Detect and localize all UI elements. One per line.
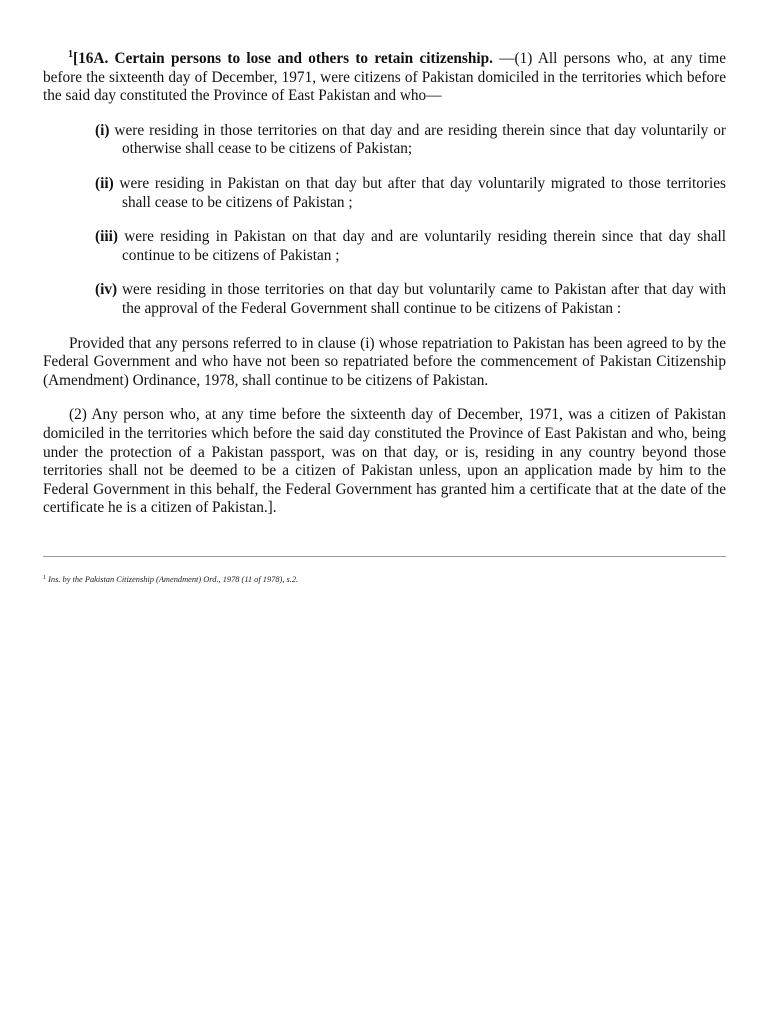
clause-item [43, 281, 726, 318]
clause-text: were residing in Pakistan on that day but after that day voluntarily migrated to those territories shall cease to be citizens of Pakistan ; [113, 174, 726, 211]
clause-list [43, 122, 726, 319]
subsection-2-paragraph: (2) Any person who, at any time before the sixteenth day of December, 1971, was a citizen of Pakistan domiciled in the territories which before the said day constituted the Province of East Pakistan and who, being under the protection of a Pakistan passport, was on that day, or is, residing in any country beyond those territories shall not be deemed to be a citizen of Pakistan unless, upon an application made by him to the Federal Government in this behalf, the Federal Government has granted him a certificate that at the date of the certificate he is a citizen of Pakistan.]. [43, 406, 726, 517]
clause-number: (iv) [95, 281, 118, 299]
clause-text: were residing in Pakistan on that day and are voluntarily residing therein since that day shall continue to be citizens of Pakistan ; [117, 228, 726, 264]
footnote-reference: 1 [68, 49, 73, 60]
proviso-paragraph: Provided that any persons referred to in clause (i) whose repatriation to Pakistan has been agreed to by the Federal Government and who have not been so repatriated before the commencement of Pakistan Citizenship (Amendment) Ordinance, 1978, shall continue to be citizens of Pakistan. [43, 334, 726, 389]
clause-item [43, 175, 726, 212]
clause-number: (iii) [95, 228, 118, 246]
clause-item [43, 122, 726, 159]
section-heading: [16A. Certain persons to lose and others to retain citizenship. [73, 50, 493, 67]
footnote [43, 575, 298, 584]
footnote-mark: 1 [43, 575, 46, 581]
footnote-divider [43, 556, 726, 557]
clause-number: (i) [95, 121, 110, 139]
clause-number: (ii) [95, 174, 114, 192]
footnote-text: Ins. by the Pakistan Citizenship (Amendment) Ord., 1978 (11 of 1978), s.2. [46, 575, 299, 584]
clause-text: were residing in those territories on that day but voluntarily came to Pakistan after that day with the approval of the Federal Government shall continue to be citizens of Pakistan : [117, 281, 726, 317]
section-16a-intro [43, 50, 726, 106]
clause-item [43, 228, 726, 265]
clause-text: were residing in those territories on that day and are residing therein since that day voluntarily or otherwise shall cease to be citizens of Pakistan; [109, 121, 726, 158]
document-page [43, 50, 726, 518]
section-intro-text: ––(1) All persons who, at any time before the sixteenth day of December, 1971, were citizens of Pakistan domiciled in the territories which before the said day constituted the Province of East Pakistan and who–– [43, 50, 726, 105]
